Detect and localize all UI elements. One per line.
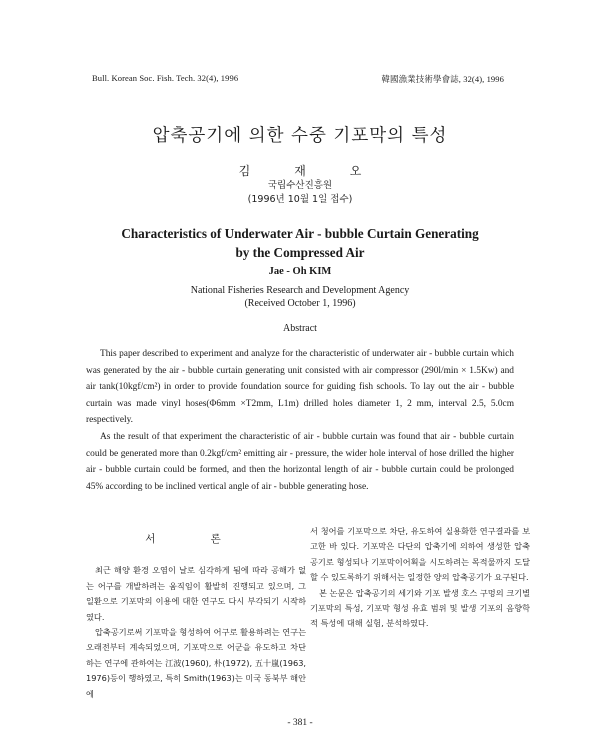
abstract-paragraph-1: This paper described to experiment and analyze for the characteristic of underwater air - bubble curtain which was generated by the air - bubble curtain generating unit consisted with air compressor (290l/min × 1.5Kw) and air tank(10kgf/cm²) in order to provide foundation source for guiding fish schools. To lay out the air - bubble curtain was made vinyl hoses(Φ6mm ×T2mm, L1m) drilled holes diameter 1, 2 mm, interval 2.5, 5.0cm respectively. (86, 349, 514, 426)
body-left-paragraph-1: 최근 해양 환경 오염이 날로 심각하게 됨에 따라 공해가 없는 어구를 개발하려는 움직임이 활발히 진행되고 있으며, 그 일환으로 기포막의 이용에 대한 연구도 다시 부각되기 시작하였다. (86, 565, 306, 622)
korean-affiliation: 국립수산진흥원 (267, 180, 333, 191)
body-column-right (310, 524, 530, 632)
korean-title: 압축공기에 의한 수중 기포막의 특성 (152, 126, 448, 146)
english-title-line-1: Characteristics of Underwater Air - bubble Curtain Generating (121, 226, 479, 241)
english-author: Jae - Oh KIM (268, 266, 332, 277)
korean-author-part-2: 재 (294, 164, 306, 178)
english-title-line-2: by the Compressed Air (235, 245, 365, 260)
english-title (0, 224, 600, 262)
english-affiliation: National Fisheries Research and Development Agency (190, 285, 410, 296)
korean-author-part-3: 오 (349, 164, 362, 178)
korean-author-part-1: 김 (238, 164, 251, 178)
abstract-paragraph-2: As the result of that experiment the characteristic of air - bubble curtain was found that air - bubble curtain could be generated more than 0.2kgf/cm² emitting air - pressure, the wider hole interval of hose drilled the higher air - bubble curtain could be formed, and then the horizontal length of air - bubble curtain could be prolonged 45% according to be inclined vertical angle of air - bubble generating hose. (86, 431, 514, 492)
body-right-paragraph-1: 서 청어를 기포막으로 차단, 유도하여 실용화한 연구결과를 보고한 바 있다. 기포막은 다단의 압축기에 의하여 생성한 압축공기로 형성되나 기포막이어획을 시도하려는 목적물까지 도달할 수 있도록하기 위해서는 일정한 양의 압축공기가 요구된다. (310, 526, 530, 583)
journal-header-english: Bull. Korean Soc. Fish. Tech. 32(4), 1996 (92, 73, 239, 83)
page-number: - 381 - (287, 718, 313, 728)
english-received-date: (Received October 1, 1996) (244, 298, 356, 309)
abstract-heading: Abstract (283, 323, 317, 334)
body-column-left (86, 530, 306, 702)
body-right-paragraph-2: 본 논문은 압축공기의 세기와 기포 발생 호스 구멍의 크기별 기포막의 특성, 기포막 형성 유효 범위 및 발생 기포의 음향학적 특성에 대해 실험, 분석하였다. (310, 587, 530, 629)
section-title-introduction: 서 론 (145, 533, 247, 545)
abstract-body (86, 346, 514, 495)
korean-received-date: (1996년 10월 1일 접수) (247, 194, 353, 205)
journal-header-korean: 韓國漁業技術學會誌, 32(4), 1996 (381, 74, 504, 84)
body-left-paragraph-2: 압축공기로써 기포막을 형성하여 어구로 활용하려는 연구는 오래전부터 계속되었으며, 기포막으로 어군을 유도하고 차단하는 연구에 관하여는 江波(1960), 朴(1972), 五十嵐(1963, 1976)등이 행하였고, 특히 Smith(1963)는 미국 동북부 해안에 (86, 627, 306, 699)
